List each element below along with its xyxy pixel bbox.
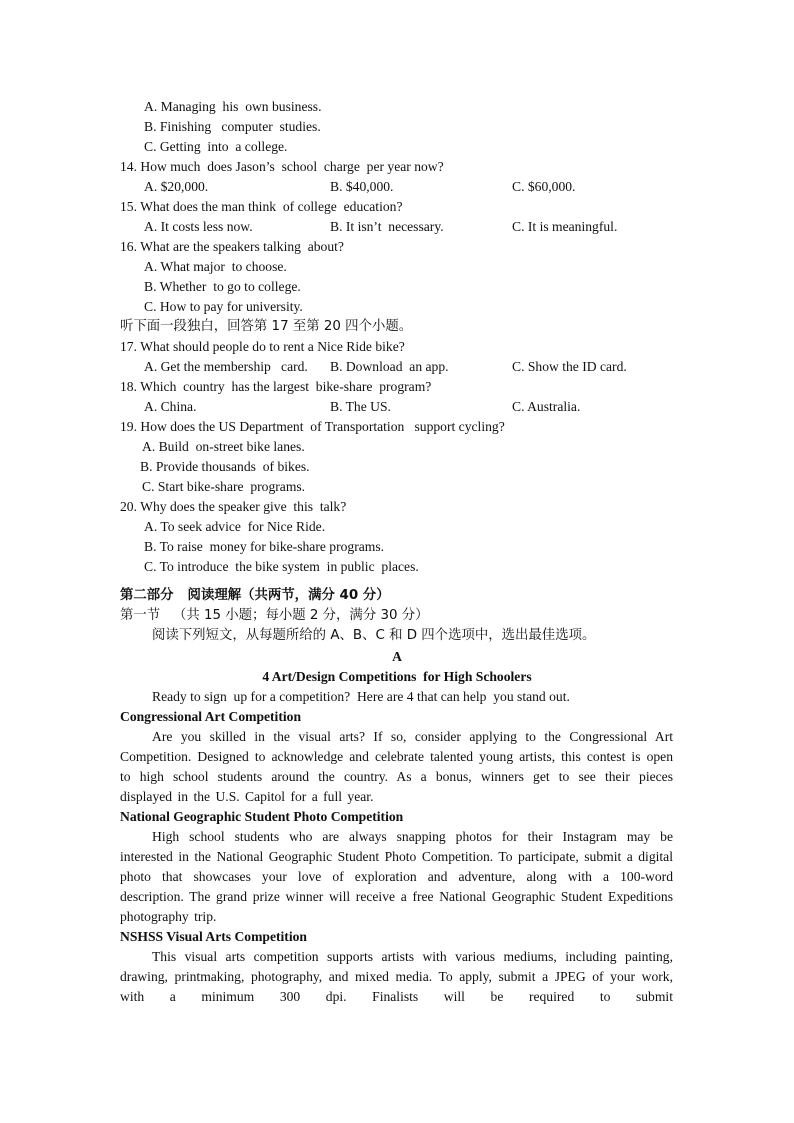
q18-option-b: B. The US. xyxy=(330,399,391,414)
q19-option-c: C. Start bike-share programs. xyxy=(142,479,306,494)
q13-option-a: A. Managing his own business. xyxy=(144,99,322,114)
q16-option-a: A. What major to choose. xyxy=(144,259,287,274)
q16-option-c: C. How to pay for university. xyxy=(144,299,303,314)
section-body-natgeo: High school students who are always snapping photos for their Instagram may be interested in the National Geographic Student Photo Competition. To participate, submit a digital photo that showcases your love of exploration and adventure, along with a 100-word description. The grand prize winner will receive a free National Geographic Student Expeditions photography trip. xyxy=(120,829,673,924)
part2-title: 第二部分 阅读理解（共两节，满分 40 分） xyxy=(120,588,390,603)
passage-title: 4 Art/Design Competitions for High Schoolers xyxy=(262,669,532,684)
q17-option-b: B. Download an app. xyxy=(330,359,449,374)
q18-option-a: A. China. xyxy=(144,399,197,414)
q15-option-b: B. It isn’t necessary. xyxy=(330,219,444,234)
q19-option-a: A. Build on-street bike lanes. xyxy=(142,439,305,454)
q15-option-a: A. It costs less now. xyxy=(144,219,253,234)
q18-option-c: C. Australia. xyxy=(512,399,581,414)
section-body-nshss: This visual arts competition supports artists with various mediums, including painting, drawing, printmaking, photography, and mixed media. To apply, submit a JPEG of your work, with a minimum 300 dpi. Finalists will be required to submit xyxy=(120,949,673,1004)
q14-option-a: A. $20,000. xyxy=(144,179,209,194)
q20-option-b: B. To raise money for bike-share programs. xyxy=(144,539,385,554)
reading-instruction: 阅读下列短文，从每题所给的 A、B、C 和 D 四个选项中，选出最佳选项。 xyxy=(152,628,596,643)
q14-options xyxy=(0,177,794,197)
q16-option-b: B. Whether to go to college. xyxy=(144,279,301,294)
q14-option-c: C. $60,000. xyxy=(512,179,576,194)
q16-stem: 16. What are the speakers talking about? xyxy=(120,239,344,254)
section-heading-congressional: Congressional Art Competition xyxy=(120,709,301,724)
q17-options xyxy=(0,357,794,377)
passage-intro: Ready to sign up for a competition? Here are 4 that can help you stand out. xyxy=(152,689,570,704)
q19-stem: 19. How does the US Department of Transportation support cycling? xyxy=(120,419,505,434)
q15-options xyxy=(0,217,794,237)
q15-option-c: C. It is meaningful. xyxy=(512,219,618,234)
q18-options xyxy=(0,397,794,417)
q14-option-b: B. $40,000. xyxy=(330,179,394,194)
q15-stem: 15. What does the man think of college education? xyxy=(120,199,403,214)
q19-option-b: B. Provide thousands of bikes. xyxy=(140,459,310,474)
q20-option-c: C. To introduce the bike system in public places. xyxy=(144,559,419,574)
section-body-congressional: Are you skilled in the visual arts? If so, consider applying to the Congressional Art Competition. Designed to acknowledge and celebrate talented young artists, this contest is open to high school students around the country. As a bonus, winners get to see their pieces displayed in the U.S. Capitol for a full year. xyxy=(120,729,673,804)
section1-title: 第一节 （共 15 小题；每小题 2 分，满分 30 分） xyxy=(120,608,429,623)
section-heading-natgeo: National Geographic Student Photo Competition xyxy=(120,809,404,824)
q17-stem: 17. What should people do to rent a Nice Ride bike? xyxy=(120,339,405,354)
q13-option-c: C. Getting into a college. xyxy=(144,139,288,154)
section-heading-nshss: NSHSS Visual Arts Competition xyxy=(120,929,307,944)
q17-option-c: C. Show the ID card. xyxy=(512,359,627,374)
listening-section-note: 听下面一段独白，回答第 17 至第 20 四个小题。 xyxy=(120,319,413,334)
q20-stem: 20. Why does the speaker give this talk? xyxy=(120,499,347,514)
q18-stem: 18. Which country has the largest bike-share program? xyxy=(120,379,432,394)
q13-option-b: B. Finishing computer studies. xyxy=(144,119,321,134)
passage-letter: A xyxy=(392,649,402,664)
q14-stem: 14. How much does Jason’s school charge per year now? xyxy=(120,159,444,174)
q20-option-a: A. To seek advice for Nice Ride. xyxy=(144,519,326,534)
q17-option-a: A. Get the membership card. xyxy=(144,359,308,374)
